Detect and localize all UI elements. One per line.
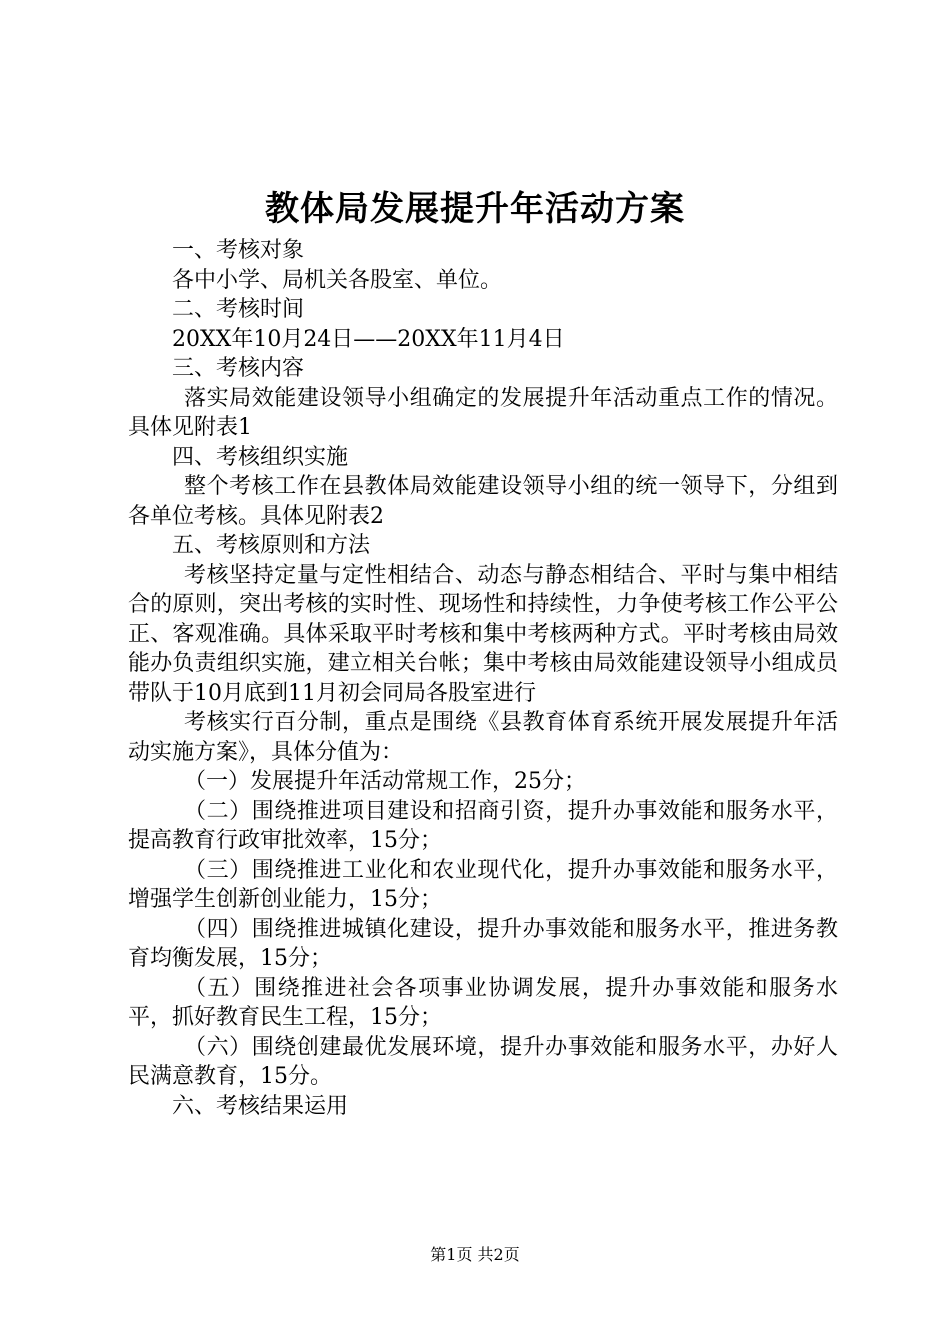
document-body <box>128 236 838 1121</box>
section-heading: 四、考核组织实施 <box>172 444 349 470</box>
paragraph: 20XX年10月24日——20XX年11月4日 <box>172 326 565 352</box>
section-heading: 三、考核内容 <box>172 356 305 381</box>
paragraph: 考核实行百分制，重点是围绕《县教育体育系统开展发展提升年活动实施方案》，具体分值为： <box>128 710 838 765</box>
section-heading: 六、考核结果运用 <box>172 1093 349 1119</box>
document-title: 教体局发展提升年活动方案 <box>265 189 685 229</box>
list-item: （三）围绕推进工业化和农业现代化，提升办事效能和服务水平，增强学生创新创业能力，15分； <box>128 857 838 912</box>
list-item: （四）围绕推进城镇化建设，提升办事效能和服务水平，推进务教育均衡发展，15分； <box>128 916 838 971</box>
list-item: （二）围绕推进项目建设和招商引资，提升办事效能和服务水平，提高教育行政审批效率，15分； <box>128 798 838 853</box>
section-heading: 五、考核原则和方法 <box>172 533 371 558</box>
list-item: （一）发展提升年活动常规工作，25分； <box>184 769 586 794</box>
section-heading: 一、考核对象 <box>172 238 305 263</box>
paragraph: 整个考核工作在县教体局效能建设领导小组的统一领导下，分组到各单位考核。具体见附表2 <box>128 474 838 529</box>
paragraph: 考核坚持定量与定性相结合、动态与静态相结合、平时与集中相结合的原则，突出考核的实时性、现场性和持续性，力争使考核工作公平公正、客观准确。具体采取平时考核和集中考核两种方式。平时考核由局效能办负责组织实施，建立相关台帐；集中考核由局效能建设领导小组成员带队于10月底到11月初会同局各股室进行 <box>128 562 838 706</box>
paragraph: 落实局效能建设领导小组确定的发展提升年活动重点工作的情况。具体见附表1 <box>128 385 838 440</box>
section-heading: 二、考核时间 <box>172 297 305 322</box>
page-footer: 第1页 共2页 <box>430 1245 520 1264</box>
list-item: （六）围绕创建最优发展环境，提升办事效能和服务水平，办好人民满意教育，15分。 <box>128 1034 838 1089</box>
paragraph: 各中小学、局机关各股室、单位。 <box>172 267 503 293</box>
list-item: （五）围绕推进社会各项事业协调发展，提升办事效能和服务水平，抓好教育民生工程，15分； <box>128 975 838 1030</box>
